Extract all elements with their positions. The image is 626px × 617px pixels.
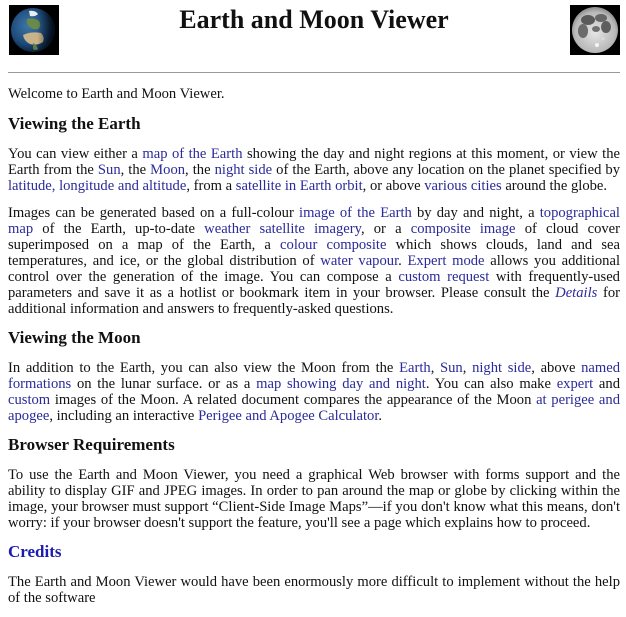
- text: of the Earth, above any location on the planet specified by: [272, 162, 620, 178]
- link-map-of-earth[interactable]: map of the Earth: [142, 146, 243, 162]
- link-moon-from-sun[interactable]: Sun: [440, 360, 463, 376]
- link-details[interactable]: Details: [555, 285, 598, 301]
- earth-paragraph-2: [8, 205, 620, 317]
- link-sun[interactable]: Sun: [97, 162, 121, 178]
- earth-paragraph-1: [8, 146, 620, 194]
- text: , or a: [360, 221, 411, 237]
- link-colour-composite[interactable]: colour composite: [280, 237, 387, 253]
- browser-paragraph: To use the Earth and Moon Viewer, you need a graphical Web browser with forms support and the ability to display GIF and JPEG images. In order to pan around the map or globe by clicking within the image, your browser must support “Client-Side Image Maps”—if you don't know what this means, don't worry: if your browser doesn't support the feature, you'll see a page which explains how to proceed.: [8, 467, 620, 531]
- link-moon-from-earth[interactable]: Earth: [399, 360, 431, 376]
- text: .: [398, 253, 408, 269]
- link-perigee-apogee[interactable]: at perigee and apogee: [8, 392, 621, 424]
- text: , including an interactive: [49, 408, 199, 424]
- text: and: [593, 376, 620, 392]
- link-custom-request[interactable]: custom request: [398, 269, 490, 285]
- link-topographical-map[interactable]: topographical map: [8, 205, 620, 237]
- text: , above: [531, 360, 582, 376]
- text: showing the day and night regions at this moment, or view the Earth from the: [8, 146, 621, 178]
- link-expert-mode[interactable]: Expert mode: [407, 253, 485, 269]
- link-moon[interactable]: Moon: [150, 162, 186, 178]
- text: by day and night, a: [411, 205, 540, 221]
- link-image-of-earth[interactable]: image of the Earth: [299, 205, 412, 221]
- text: . You can also make: [425, 376, 557, 392]
- text: ,: [430, 360, 441, 376]
- text: of the Earth, up-to-date: [33, 221, 205, 237]
- link-perigee-apogee-calculator[interactable]: Perigee and Apogee Calculator: [198, 408, 379, 424]
- heading-credits: Credits: [8, 542, 62, 561]
- text: around the globe.: [501, 178, 608, 194]
- heading-viewing-moon: Viewing the Moon: [8, 328, 141, 347]
- link-moon-night-side[interactable]: night side: [472, 360, 532, 376]
- link-weather-satellite-imagery[interactable]: weather satellite imagery: [204, 221, 361, 237]
- link-moon-custom[interactable]: custom: [8, 392, 51, 408]
- link-latitude-longitude-altitude[interactable]: latitude, longitude and altitude: [8, 178, 187, 194]
- heading-browser-requirements: Browser Requirements: [8, 435, 175, 454]
- link-moon-expert[interactable]: expert: [556, 376, 594, 392]
- text: images of the Moon. A related document compares the appearance of the Moon: [50, 392, 537, 408]
- text: .: [378, 408, 383, 424]
- link-various-cities[interactable]: various cities: [424, 178, 502, 194]
- moon-paragraph-1: [8, 360, 620, 424]
- full-moon-image: [570, 5, 620, 55]
- text: In addition to the Earth, you can also view the Moon from the: [8, 360, 400, 376]
- link-named-formations[interactable]: named formations: [8, 360, 620, 392]
- text: with frequently-used parameters and save it as a hotlist or bookmark item in your browser. Please consult the: [8, 269, 620, 301]
- link-night-side[interactable]: night side: [214, 162, 273, 178]
- text: allows you additional control over the generation of the image. You can compose a: [8, 253, 620, 285]
- text: , the: [185, 162, 215, 178]
- horizontal-rule: [8, 72, 620, 73]
- welcome-text: Welcome to Earth and Moon Viewer.: [8, 86, 225, 102]
- text: for additional information and answers to frequently-asked questions.: [8, 285, 620, 317]
- page: [8, 0, 621, 606]
- link-composite-image[interactable]: composite image: [410, 221, 516, 237]
- page-title: Earth and Moon Viewer: [179, 5, 449, 34]
- text: You can view either a: [8, 146, 143, 162]
- link-satellite-orbit[interactable]: satellite in Earth orbit: [235, 178, 363, 194]
- text: Images can be generated based on a full-colour: [8, 205, 300, 221]
- text: , the: [120, 162, 151, 178]
- main-content: [8, 86, 620, 617]
- text: ,: [462, 360, 473, 376]
- header: [8, 0, 620, 64]
- text: , from a: [186, 178, 236, 194]
- link-water-vapour[interactable]: water vapour: [320, 253, 399, 269]
- text: of cloud cover superimposed on a map of the Earth, a: [8, 221, 621, 253]
- credits-paragraph: The Earth and Moon Viewer would have been enormously more difficult to implement without the help of the software: [8, 574, 620, 606]
- text: on the lunar surface. or as a: [71, 376, 257, 392]
- link-moon-day-night-map[interactable]: map showing day and night: [256, 376, 426, 392]
- text: which shows clouds, land and sea temperatures, and ice, or the global distribution of: [8, 237, 620, 269]
- text: , or above: [362, 178, 425, 194]
- heading-viewing-earth: Viewing the Earth: [8, 114, 141, 133]
